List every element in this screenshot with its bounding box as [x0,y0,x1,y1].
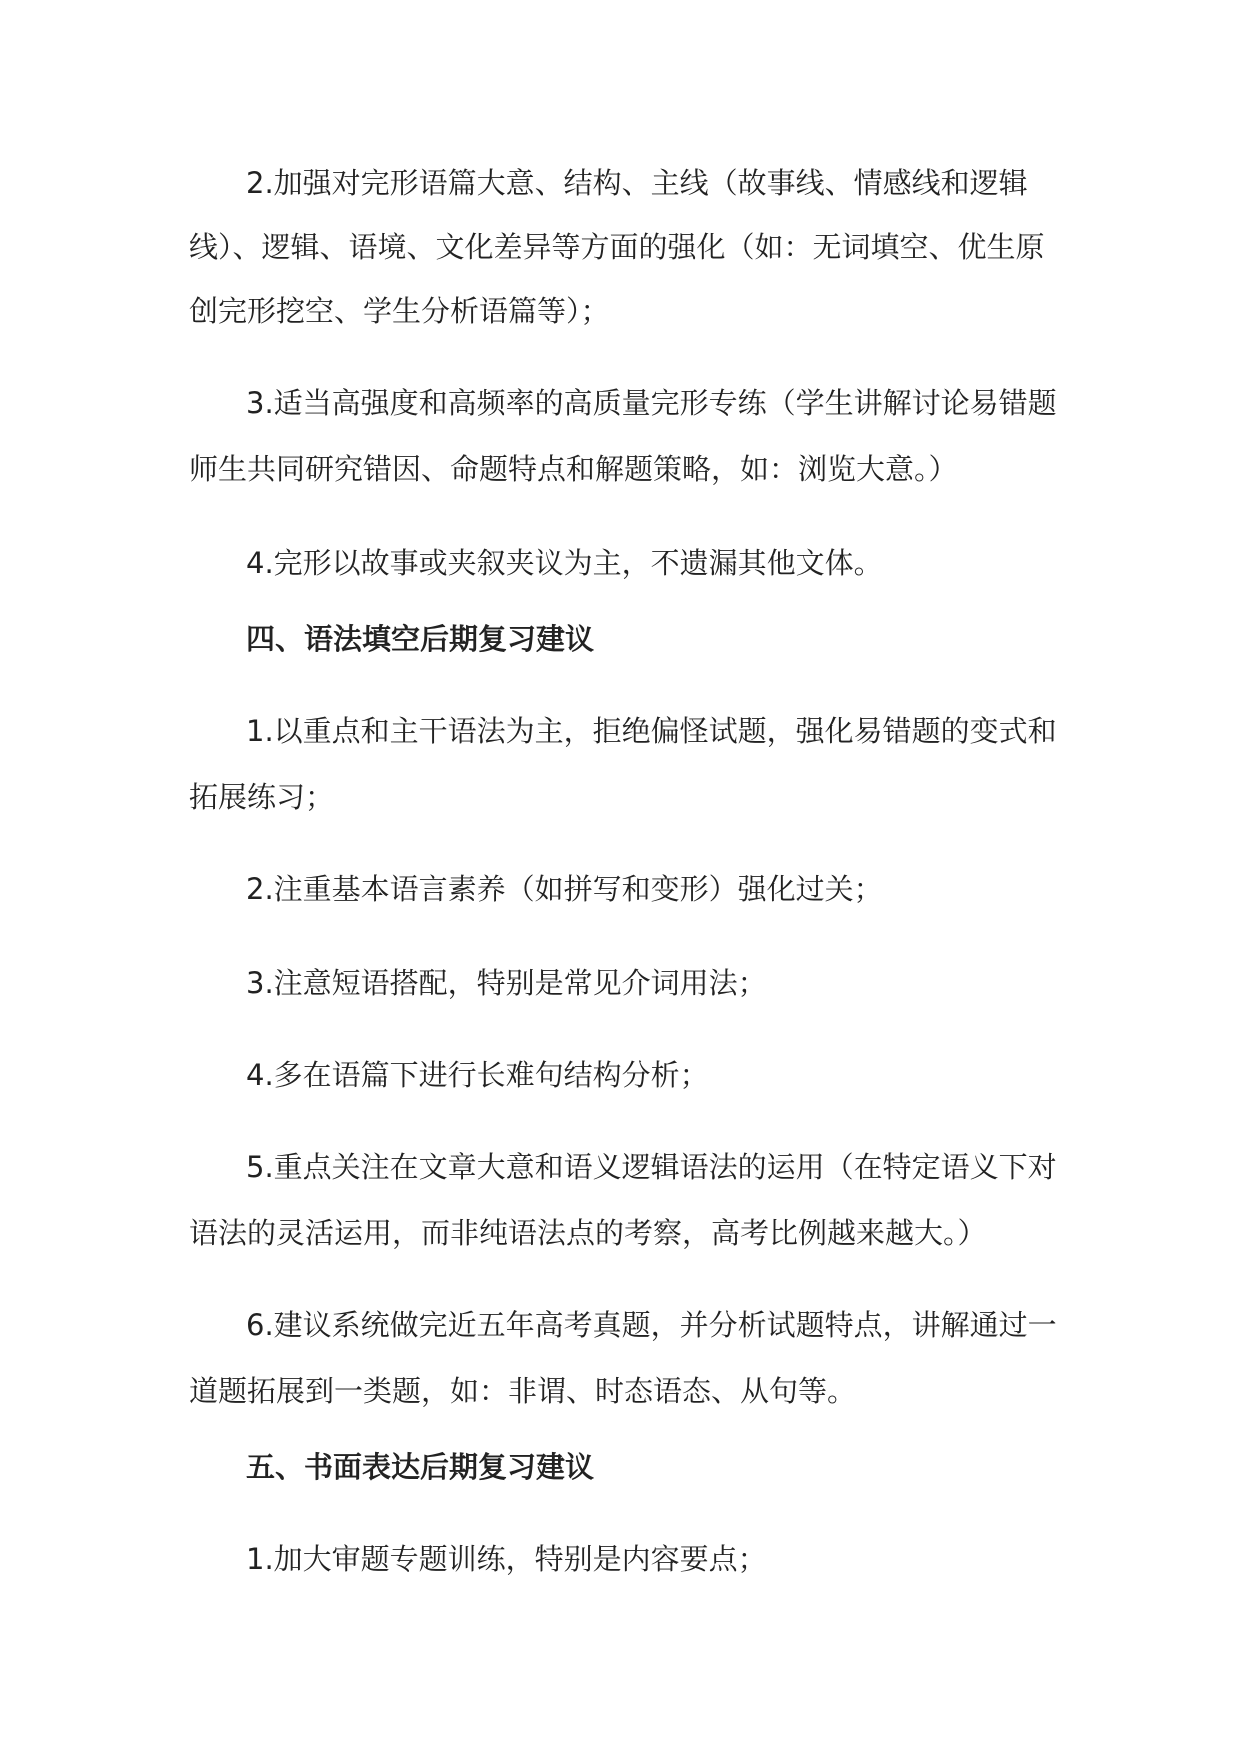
paragraph-text: 2.加强对完形语篇大意、结构、主线（故事线、情感线和逻辑 [246,166,1028,200]
paragraph-text: 5.重点关注在文章大意和语义逻辑语法的运用（在特定语义下对 [246,1150,1057,1184]
paragraph-text: 1.加大审题专题训练，特别是内容要点； [246,1542,767,1576]
paragraph-text: 拓展练习； [189,780,335,814]
paragraph-text: 3.注意短语搭配，特别是常见介词用法； [246,966,767,1000]
paragraph-text: 师生共同研究错因、命题特点和解题策略，如：浏览大意。） [189,452,958,486]
paragraph-text: 道题拓展到一类题，如：非谓、时态语态、从句等。 [189,1374,857,1408]
paragraph-text: 2.注重基本语言素养（如拼写和变形）强化过关； [246,872,883,906]
section-heading-text: 四、语法填空后期复习建议 [246,622,595,656]
paragraph-text: 4.完形以故事或夹叙夹议为主，不遗漏其他文体。 [246,546,883,580]
paragraph-text: 3.适当高强度和高频率的高质量完形专练（学生讲解讨论易错题 [246,386,1057,420]
paragraph-text: 1.以重点和主干语法为主，拒绝偏怪试题，强化易错题的变式和 [246,714,1057,748]
paragraph-text: 线）、逻辑、语境、文化差异等方面的强化（如：无词填空、优生原 [189,230,1045,264]
paragraph-text: 创完形挖空、学生分析语篇等）； [189,294,610,328]
paragraph-text: 4.多在语篇下进行长难句结构分析； [246,1058,709,1092]
paragraph-text: 语法的灵活运用，而非纯语法点的考察，高考比例越来越大。） [189,1216,987,1250]
section-heading-text: 五、书面表达后期复习建议 [246,1450,595,1484]
paragraph-text: 6.建议系统做完近五年高考真题，并分析试题特点，讲解通过一 [246,1308,1057,1342]
